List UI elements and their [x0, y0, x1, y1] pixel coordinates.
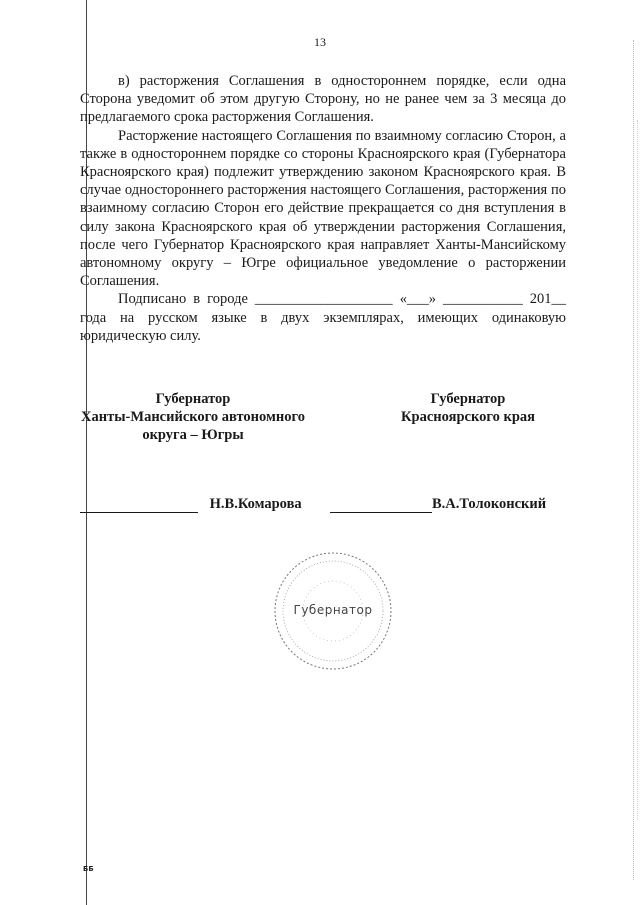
paragraph-termination-procedure: Расторжение настоящего Соглашения по взаимному согласию Сторон, а также в одностороннем порядке со стороны Красноярского края (Губернатора Красноярского края) подлежит утверждению законом Красноярского края. В случае одностороннего расторжения настоящего Соглашения, расторжения по взаимному согласию Сторон его действие прекращается со дня вступления в силу закона Красноярского края об утверждении расторжения Соглашения, после чего Губернатор Красноярского края направляет Ханты-Мансийскому автономному округу – Югре официальное уведомление о расторжении Соглашения. [80, 127, 566, 290]
signatory-left-title-line3: округа – Югры [142, 427, 244, 443]
page-number: 13 [314, 35, 326, 49]
official-seal [270, 548, 396, 674]
signatory-right-title [368, 390, 568, 426]
seal-text: Губернатор [293, 603, 373, 617]
paragraph-signing-place: Подписано в городе ___________________ «___» ___________ 201__ года на русском языке в двух экземплярах, имеющих одинаковую юридическую силу. [80, 291, 566, 344]
signatory-left-title-line1: Губернатор [155, 391, 231, 407]
signatory-right-title-line2: Красноярского края [401, 409, 535, 425]
signatory-left-title [78, 390, 308, 444]
document-body [80, 72, 566, 345]
signature-left [80, 496, 302, 513]
signature-left-blank [80, 498, 198, 513]
paragraph-termination-clause: в) расторжения Соглашения в одностороннем порядке, если одна Сторона уведомит об этом другую Сторону, но не ранее чем за 3 месяца до предлагаемого срока расторжения Соглашения. [80, 73, 566, 126]
footer-mark: ББ [83, 865, 94, 873]
signature-right-blank [330, 498, 432, 513]
signatory-left-title-line2: Ханты-Мансийского автономного [81, 409, 305, 425]
scan-edge-artifact-secondary [636, 120, 638, 820]
signatory-right-title-line1: Губернатор [430, 391, 506, 407]
signatory-right-name: В.А.Толоконский [432, 496, 547, 512]
signature-right [330, 496, 546, 513]
signatory-left-name: Н.В.Комарова [209, 496, 302, 512]
scan-edge-artifact [632, 40, 634, 880]
